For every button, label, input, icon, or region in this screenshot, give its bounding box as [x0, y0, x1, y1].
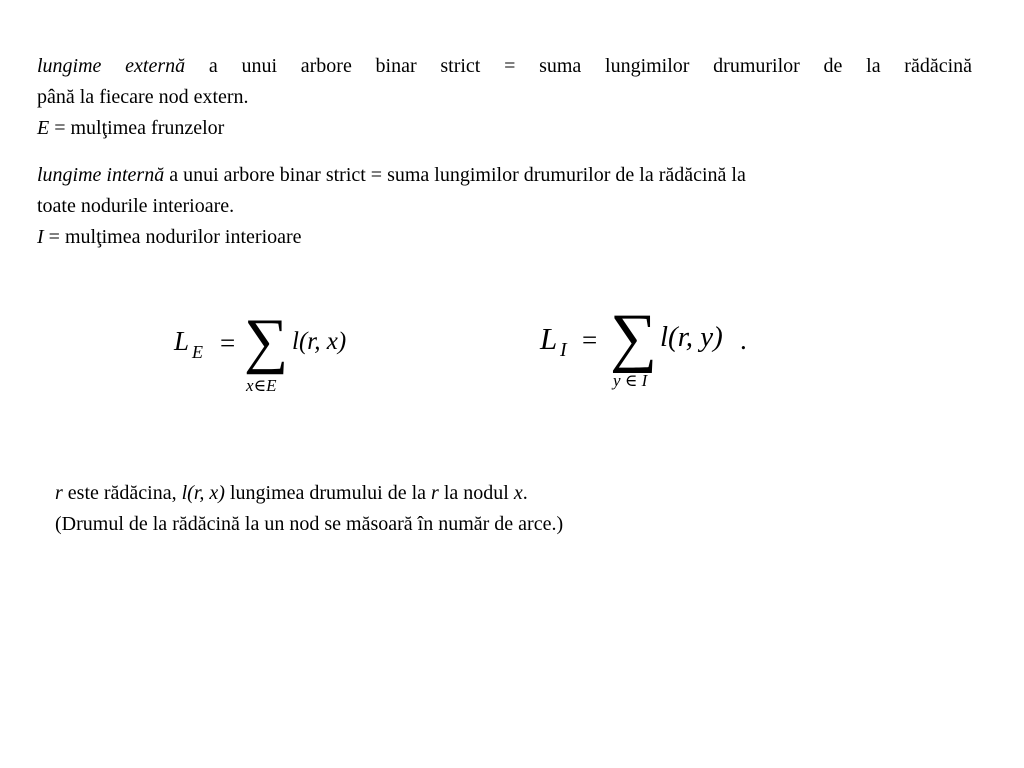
- note-r-symbol: r: [55, 482, 63, 504]
- internal-set-eq: =: [43, 226, 65, 248]
- internal-length-definition: [37, 160, 972, 253]
- note-r-symbol-2: r: [431, 482, 439, 504]
- external-set-definition: [37, 113, 972, 144]
- formula-internal-summand: l(r, y): [660, 321, 723, 353]
- root-note-line1: [55, 478, 975, 509]
- note-text-b: lungimea drumului de la: [224, 482, 432, 504]
- internal-length-definition-text: a unui arbore binar strict = suma lungimilor drumurilor de la rădăcină la: [164, 164, 746, 186]
- formula-external-lhs-sub: E: [192, 342, 203, 362]
- external-length-line2: până la fiecare nod extern.: [37, 86, 249, 108]
- formula-external-summand: l(r, x): [292, 328, 347, 355]
- formula-internal-sum-index: y ∈ I: [613, 371, 648, 390]
- formula-internal-equals: =: [582, 325, 598, 355]
- external-length-definition: [37, 51, 972, 144]
- formula-internal-lhs: L: [540, 321, 558, 356]
- external-length-line1: [37, 51, 972, 82]
- root-note-line2: (Drumul de la rădăcină la un nod se măsoară în număr de arce.): [55, 513, 564, 535]
- formula-internal-sum: ∑: [610, 301, 658, 374]
- formula-external-sum-index: x∈E: [246, 376, 277, 395]
- external-set-eq: =: [49, 117, 71, 139]
- formula-internal-trailing: .: [740, 325, 747, 355]
- note-l-symbol: l(r, x): [181, 482, 225, 504]
- formula-external-sum: ∑: [244, 307, 289, 375]
- external-set-text: mulţimea frunzelor: [70, 117, 225, 139]
- note-text-a: este rădăcina,: [62, 482, 182, 504]
- internal-set-definition: [37, 222, 972, 253]
- formula-external-equals: =: [220, 328, 236, 358]
- internal-length-term: lungime internă: [37, 164, 165, 186]
- internal-set-text: mulţimea nodurilor interioare: [64, 226, 302, 248]
- root-note: [55, 478, 975, 540]
- note-x-symbol: x: [513, 482, 523, 504]
- note-text-d: .: [522, 482, 528, 504]
- external-set-symbol: E: [37, 117, 50, 139]
- internal-length-formula: [540, 301, 770, 405]
- external-length-formula: [170, 308, 390, 408]
- internal-length-line2: toate nodurile interioare.: [37, 195, 235, 217]
- formula-internal-lhs-sub: I: [560, 339, 567, 361]
- formula-external-lhs: L: [174, 326, 190, 356]
- internal-length-line1: [37, 160, 972, 191]
- external-length-term: lungime externă: [37, 55, 186, 77]
- note-text-c: la nodul: [438, 482, 514, 504]
- external-length-definition-text: a unui arbore binar strict = suma lungimilor drumurilor de la rădăcină: [208, 55, 973, 77]
- internal-set-symbol: I: [37, 226, 44, 248]
